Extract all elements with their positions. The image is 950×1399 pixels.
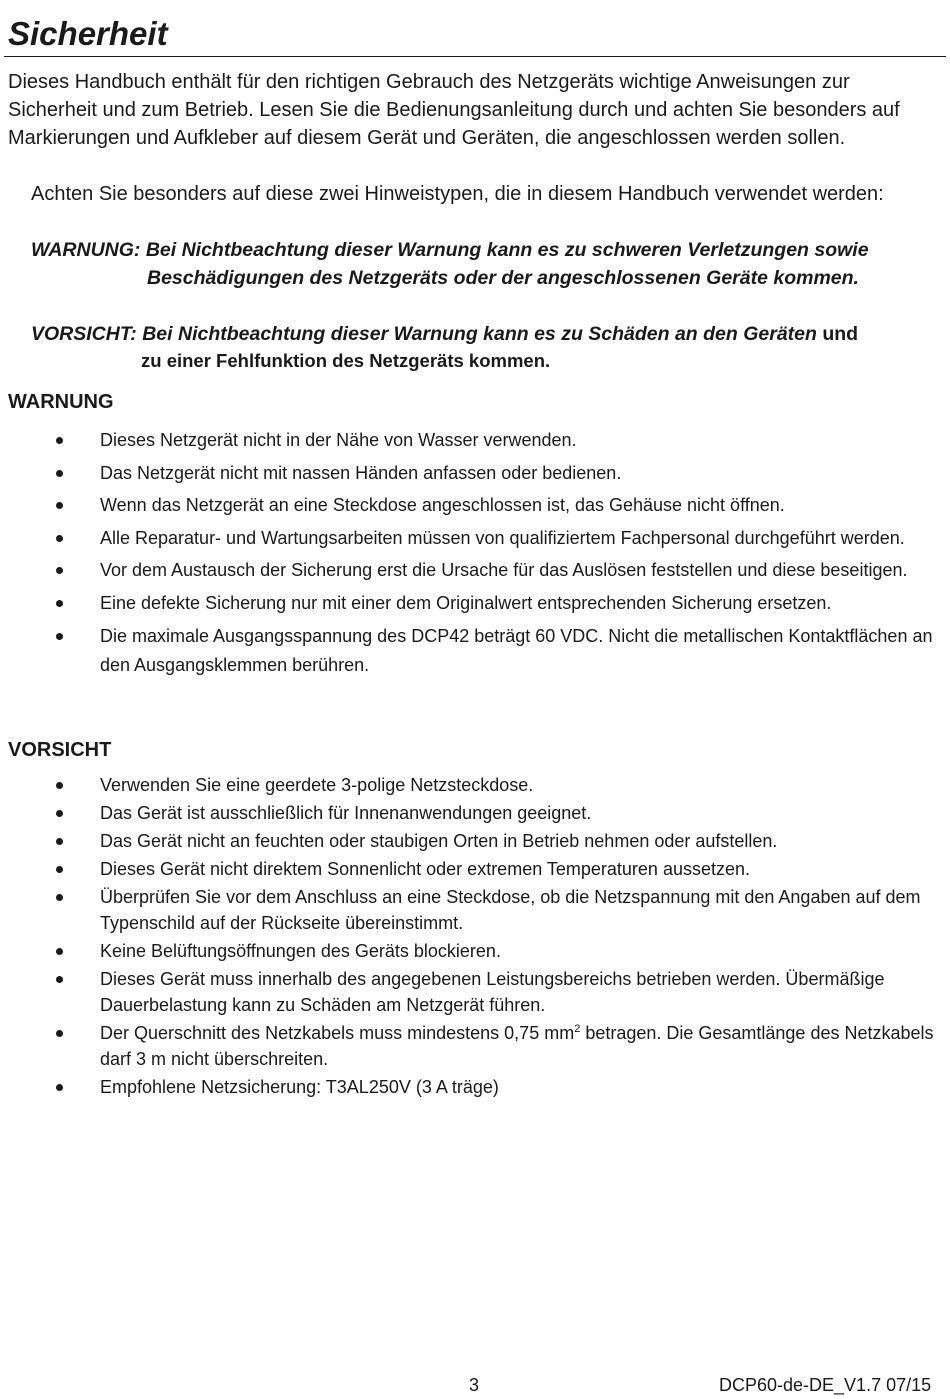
list-item: Das Gerät ist ausschließlich für Innenanwendungen geeignet. bbox=[0, 800, 945, 826]
caution-notice-line1 bbox=[31, 320, 931, 348]
list-item: Das Gerät nicht an feuchten oder staubigen Orten in Betrieb nehmen oder aufstellen. bbox=[0, 828, 945, 854]
list-item: Dieses Gerät nicht direktem Sonnenlicht oder extremen Temperaturen aussetzen. bbox=[0, 856, 945, 882]
list-item: Alle Reparatur- und Wartungsarbeiten müssen von qualifiziertem Fachpersonal durchgeführt werden. bbox=[0, 525, 945, 551]
list-item: Verwenden Sie eine geerdete 3-polige Netzsteckdose. bbox=[0, 772, 945, 798]
warning-list bbox=[0, 427, 945, 687]
list-item: Das Netzgerät nicht mit nassen Händen anfassen oder bedienen. bbox=[0, 460, 945, 486]
page-number: 3 bbox=[469, 1375, 480, 1395]
bullet-icon bbox=[56, 567, 63, 574]
document-id: DCP60-de-DE_V1.7 07/15 bbox=[719, 1375, 932, 1395]
bullet-icon bbox=[56, 437, 63, 444]
warning-notice-line1: WARNUNG: Bei Nichtbeachtung dieser Warnung kann es zu schweren Verletzungen sowie bbox=[31, 239, 869, 261]
bullet-icon bbox=[56, 894, 63, 901]
list-item-fuse: Empfohlene Netzsicherung: T3AL250V (3 A träge) bbox=[0, 1074, 945, 1100]
bullet-icon bbox=[56, 838, 63, 845]
bullet-icon bbox=[56, 470, 63, 477]
bullet-icon bbox=[56, 1084, 63, 1091]
caution-notice-line1-italic: VORSICHT: Bei Nichtbeachtung dieser Warnung kann es zu Schäden an den Geräten bbox=[31, 323, 817, 345]
list-item: Dieses Netzgerät nicht in der Nähe von Wasser verwenden. bbox=[0, 427, 945, 453]
list-item: Vor dem Austausch der Sicherung erst die Ursache für das Auslösen feststellen und diese beseitigen. bbox=[0, 557, 945, 583]
hint-types-intro: Achten Sie besonders auf diese zwei Hinweistypen, die in diesem Handbuch verwendet werden: bbox=[31, 183, 884, 205]
caution-notice-line1-plain: und bbox=[816, 323, 859, 345]
bullet-icon bbox=[56, 782, 63, 789]
list-item: Die maximale Ausgangsspannung des DCP42 beträgt 60 VDC. Nicht die metallischen Kontaktflächen an den Ausgangsklemmen berühren. bbox=[0, 622, 945, 680]
list-item: Wenn das Netzgerät an eine Steckdose angeschlossen ist, das Gehäuse nicht öffnen. bbox=[0, 492, 945, 518]
page-title: Sicherheit bbox=[8, 15, 168, 52]
warning-notice-line2: Beschädigungen des Netzgeräts oder der angeschlossenen Geräte kommen. bbox=[147, 267, 859, 289]
bullet-icon bbox=[56, 866, 63, 873]
bullet-icon bbox=[56, 633, 63, 640]
caution-notice-line2: zu einer Fehlfunktion des Netzgeräts kommen. bbox=[141, 350, 551, 371]
bullet-icon bbox=[56, 600, 63, 607]
intro-paragraph: Dieses Handbuch enthält für den richtigen Gebrauch des Netzgeräts wichtige Anweisungen zur Sicherheit und zum Betrieb. Lesen Sie die Bedienungsanleitung durch und achten Sie besonders auf Markierungen und Aufkleber auf diesem Gerät und Geräten, die angeschlossen werden sollen. bbox=[8, 71, 900, 149]
bullet-icon bbox=[56, 976, 63, 983]
caution-list bbox=[0, 772, 945, 1102]
list-item: Keine Belüftungsöffnungen des Geräts blockieren. bbox=[0, 938, 945, 964]
bullet-icon bbox=[56, 810, 63, 817]
list-item: Dieses Gerät muss innerhalb des angegebenen Leistungsbereichs betrieben werden. Übermäßige Dauerbelastung kann zu Schäden am Netzgerät führen. bbox=[0, 966, 945, 1018]
caution-section-heading: VORSICHT bbox=[8, 739, 112, 761]
list-item: Überprüfen Sie vor dem Anschluss an eine Steckdose, ob die Netzspannung mit den Angaben auf dem Typenschild auf der Rückseite übereinstimmt. bbox=[0, 884, 945, 936]
bullet-icon bbox=[56, 1030, 63, 1037]
list-item: Eine defekte Sicherung nur mit einer dem Originalwert entsprechenden Sicherung ersetzen. bbox=[0, 590, 945, 616]
bullet-icon bbox=[56, 502, 63, 509]
bullet-icon bbox=[56, 948, 63, 955]
title-divider bbox=[4, 56, 946, 57]
warning-notice-definition bbox=[31, 236, 931, 292]
warning-section-heading: WARNUNG bbox=[8, 391, 114, 413]
caution-notice-definition bbox=[31, 320, 931, 374]
list-item-cable: Der Querschnitt des Netzkabels muss mindestens 0,75 $mm^2$ betragen. Die Gesamtlänge des Netzkabels darf 3 m nicht überschreiten. bbox=[0, 1020, 945, 1072]
bullet-icon bbox=[56, 535, 63, 542]
